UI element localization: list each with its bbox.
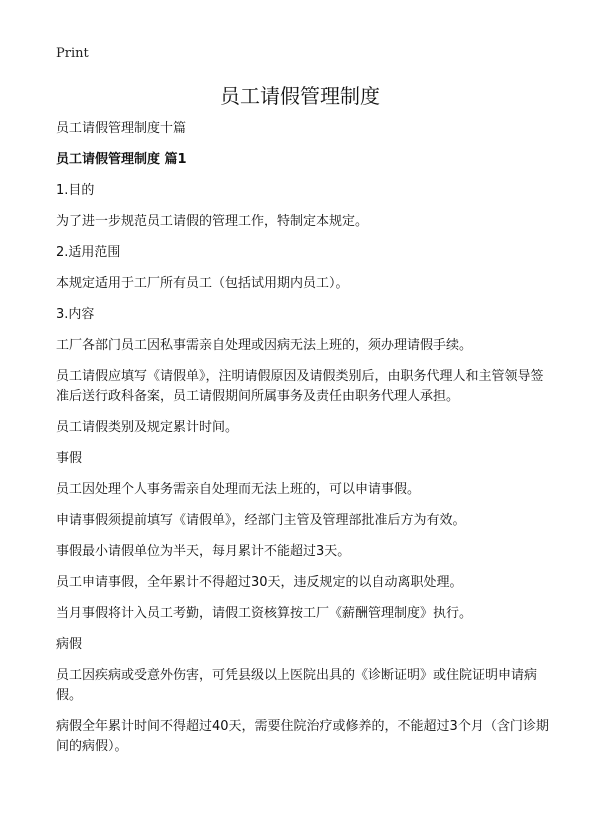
print-label[interactable]: Print — [56, 46, 89, 61]
paragraph: 员工因处理个人事务需亲自处理而无法上班的，可以申请事假。 — [56, 482, 421, 497]
heading-sick-leave: 病假 — [56, 637, 83, 652]
paragraph: 事假最小请假单位为半天，每月累计不能超过3天。 — [56, 544, 351, 559]
paragraph: 本规定适用于工厂所有员工（包括试用期内员工）。 — [56, 276, 349, 291]
section-heading: 员工请假管理制度 篇1 — [56, 152, 187, 167]
paragraph: 当月事假将计入员工考勤，请假工资核算按工厂《薪酬管理制度》执行。 — [56, 606, 473, 621]
document-title: 员工请假管理制度 — [220, 84, 380, 108]
heading-scope: 2.适用范围 — [56, 245, 121, 260]
paragraph: 申请事假须提前填写《请假单》，经部门主管及管理部批准后方为有效。 — [56, 513, 466, 528]
paragraph: 员工申请事假，全年累计不得超过30天，违反规定的以自动离职处理。 — [56, 575, 463, 590]
paragraph: 员工请假应填写《请假单》，注明请假原因及请假类别后，由职务代理人和主管领导签准后送行政科备案，员工请假期间所属事务及责任由职务代理人承担。 — [56, 369, 544, 404]
paragraph: 工厂各部门员工因私事需亲自处理或因病无法上班的，须办理请假手续。 — [56, 338, 473, 353]
subtitle: 员工请假管理制度十篇 — [56, 121, 187, 136]
paragraph: 员工因疾病或受意外伤害，可凭县级以上医院出具的《诊断证明》或住院证明申请病假。 — [56, 668, 538, 703]
heading-content: 3.内容 — [56, 307, 95, 322]
document-body — [56, 119, 550, 768]
heading-purpose: 1.目的 — [56, 183, 95, 198]
paragraph: 病假全年累计时间不得超过40天，需要住院治疗或修养的，不能超过3个月（含门诊期间的病假）。 — [56, 719, 549, 754]
heading-personal-leave: 事假 — [56, 451, 83, 466]
paragraph: 员工请假类别及规定累计时间。 — [56, 420, 239, 435]
paragraph: 为了进一步规范员工请假的管理工作，特制定本规定。 — [56, 214, 369, 229]
